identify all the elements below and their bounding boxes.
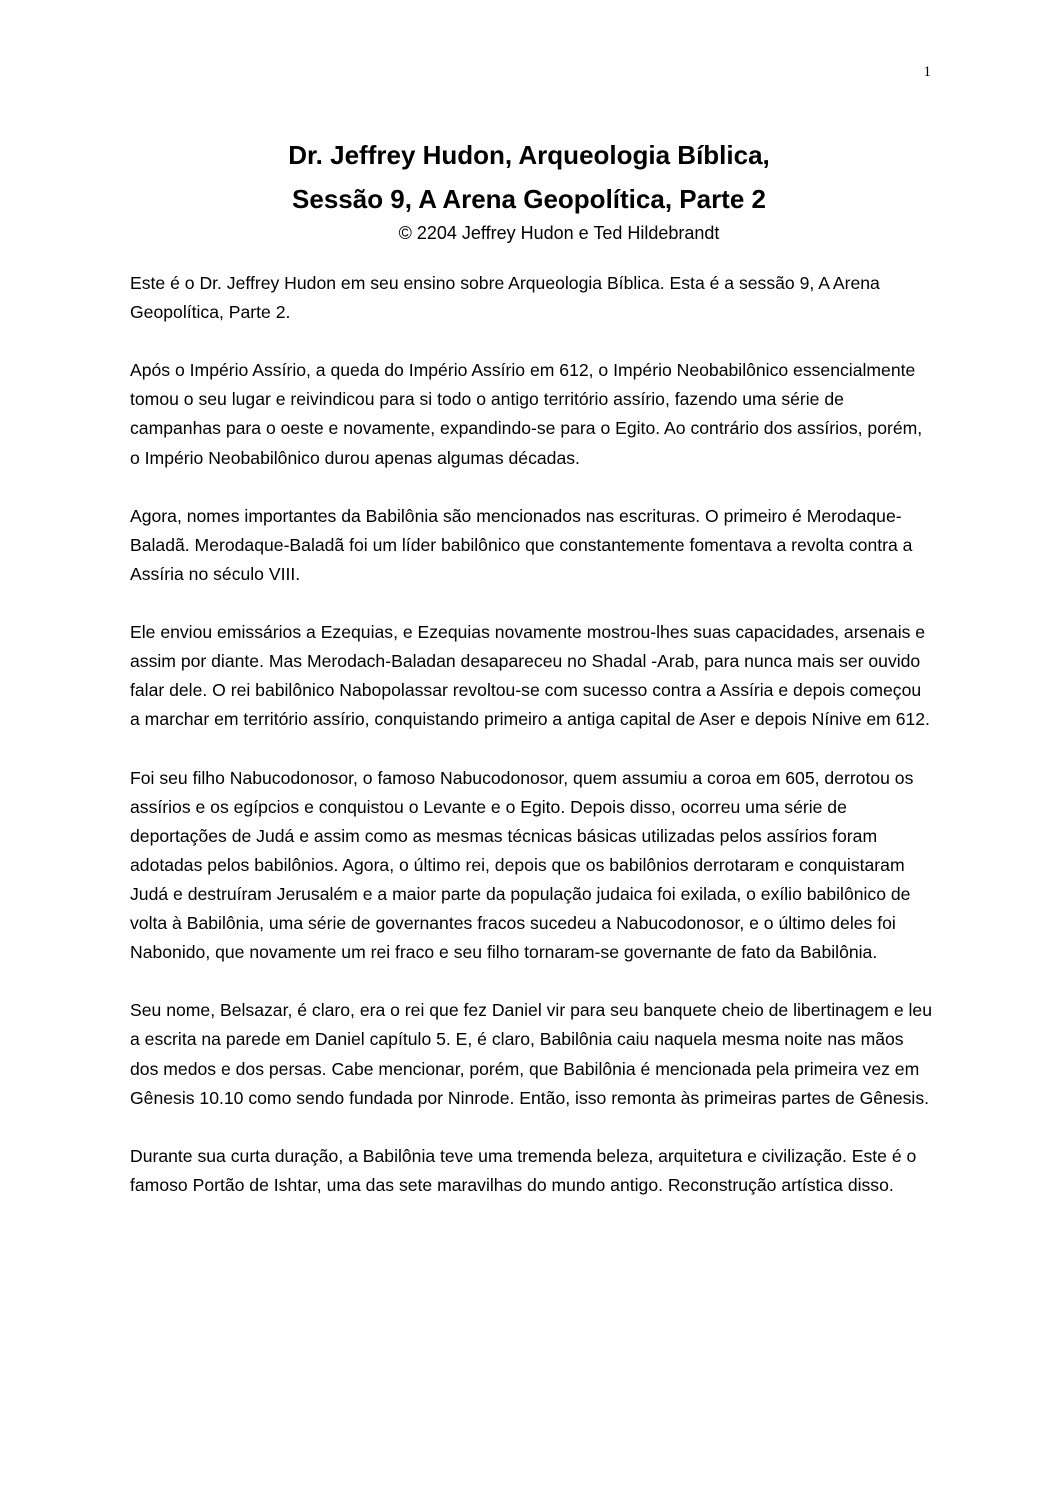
paragraph-assyrian-empire: Após o Império Assírio, a queda do Império Assírio em 612, o Império Neobabilônico essencialmente tomou o seu lugar e reivindicou para si todo o antigo território assírio, fazendo uma série de campanhas para o oeste e novamente, expandindo-se para o Egito. Ao contrário dos assírios, porém, o Império Neobabilônico durou apenas algumas décadas. <box>130 360 923 468</box>
page-number: 1 <box>923 64 931 80</box>
document-title <box>0 133 1058 245</box>
paragraph-merodach-baladan: Agora, nomes importantes da Babilônia são mencionados nas escrituras. O primeiro é Merodaque-Baladã. Merodaque-Baladã foi um líder babilônico que constantemente fomentava a revolta contra a Assíria no século VIII. <box>130 505 913 584</box>
paragraph-intro: Este é o Dr. Jeffrey Hudon em seu ensino sobre Arqueologia Bíblica. Esta é a sessão 9, A Arena Geopolítica, Parte 2. <box>130 273 880 323</box>
title-line-1: Dr. Jeffrey Hudon, Arqueologia Bíblica, <box>288 140 770 170</box>
title-line-2: Sessão 9, A Arena Geopolítica, Parte 2 <box>292 184 766 214</box>
copyright-notice: © 2204 Jeffrey Hudon e Ted Hildebrandt <box>398 223 720 243</box>
paragraph-ishtar-gate: Durante sua curta duração, a Babilônia teve uma tremenda beleza, arquitetura e civilização. Este é o famoso Portão de Ishtar, uma das sete maravilhas do mundo antigo. Reconstrução artística disso. <box>130 1145 917 1195</box>
paragraph-nebuchadnezzar: Foi seu filho Nabucodonosor, o famoso Nabucodonosor, quem assumiu a coroa em 605, derrotou os assírios e os egípcios e conquistou o Levante e o Egito. Depois disso, ocorreu uma série de deportações de Judá e assim como as mesmas técnicas básicas utilizadas pelos assírios foram adotadas pelos babilônios. Agora, o último rei, depois que os babilônios derrotaram e conquistaram Judá e destruíram Jerusalém e a maior parte da população judaica foi exilada, o exílio babilônico de volta à Babilônia, uma série de governantes fracos sucedeu a Nabucodonosor, e o último deles foi Nabonido, que novamente um rei fraco e seu filho tornaram-se governante de fato da Babilônia. <box>130 767 914 963</box>
document-body <box>130 269 932 1229</box>
paragraph-belshazzar: Seu nome, Belsazar, é claro, era o rei que fez Daniel vir para seu banquete cheio de libertinagem e leu a escrita na parede em Daniel capítulo 5. E, é claro, Babilônia caiu naquela mesma noite nas mãos dos medos e dos persas. Cabe mencionar, porém, que Babilônia é mencionada pela primeira vez em Gênesis 10.10 como sendo fundada por Ninrode. Então, isso remonta às primeiras partes de Gênesis. <box>130 1000 932 1108</box>
paragraph-hezekiah: Ele enviou emissários a Ezequias, e Ezequias novamente mostrou-lhes suas capacidades, arsenais e assim por diante. Mas Merodach-Baladan desapareceu no Shadal -Arab, para nunca mais ser ouvido falar dele. O rei babilônico Nabopolassar revoltou-se com sucesso contra a Assíria e depois começou a marchar em território assírio, conquistando primeiro a antiga capital de Aser e depois Nínive em 612. <box>130 622 930 730</box>
